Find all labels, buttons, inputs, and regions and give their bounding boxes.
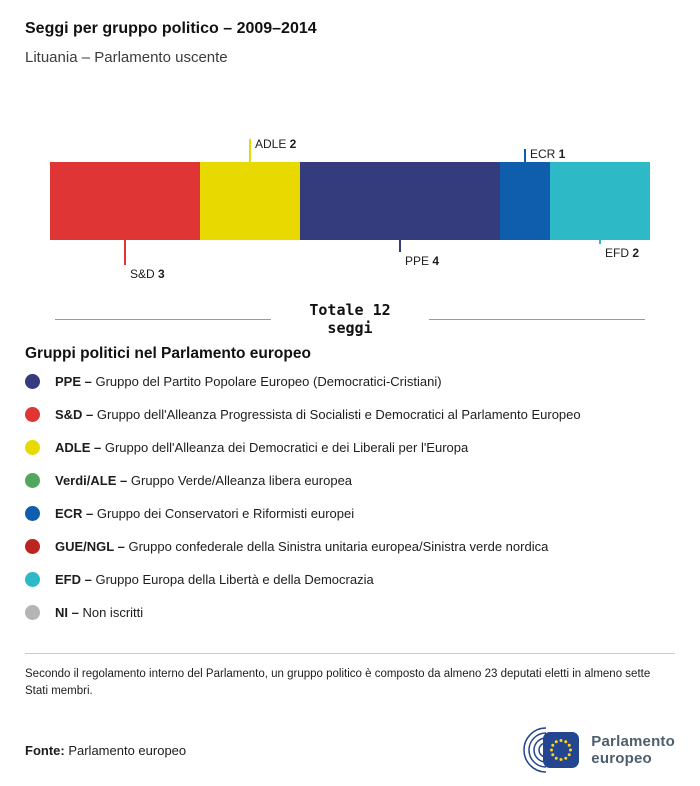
bar-segment-ppe xyxy=(300,162,500,240)
legend-item-s-d xyxy=(25,398,675,431)
legend-item-adle xyxy=(25,431,675,464)
source-label: Fonte: xyxy=(25,742,65,758)
legend-dot-verdi-ale xyxy=(25,473,40,488)
callout-line-ppe xyxy=(399,240,401,252)
callout-label-ppe: PPE 4 xyxy=(405,254,440,268)
callout-line-ecr xyxy=(524,149,526,162)
bar-segment-efd xyxy=(550,162,650,240)
logo-wordmark xyxy=(591,733,675,768)
callout-line-efd xyxy=(599,240,601,244)
bar-segment-ecr xyxy=(500,162,550,240)
seats-chart xyxy=(50,117,650,283)
page-subtitle: Lituania – Parlamento uscente xyxy=(25,49,228,66)
eu-parliament-hemicycle-flag-icon xyxy=(519,727,581,773)
total-separator xyxy=(55,301,645,337)
legend-dot-ecr xyxy=(25,506,40,521)
legend-heading: Gruppi politici nel Parlamento europeo xyxy=(25,345,311,362)
legend-label-gue-ngl: GUE/NGL – Gruppo confederale della Sinistra unitaria europea/Sinistra verde nordica xyxy=(55,539,549,554)
legend-label-ppe: PPE – Gruppo del Partito Popolare Europeo (Democratici-Cristiani) xyxy=(55,374,442,389)
footer-divider xyxy=(25,653,675,654)
bar-segment-adle xyxy=(200,162,300,240)
legend-item-verdi-ale xyxy=(25,464,675,497)
separator-line-left xyxy=(55,319,271,320)
legend-dot-ni xyxy=(25,605,40,620)
callout-line-s-d xyxy=(124,240,126,265)
callout-label-ecr: ECR 1 xyxy=(529,147,566,161)
legend-item-efd xyxy=(25,563,675,596)
stacked-bar xyxy=(50,162,650,240)
callout-label-adle: ADLE 2 xyxy=(254,137,297,151)
legend-dot-ppe xyxy=(25,374,40,389)
legend-item-ni xyxy=(25,596,675,629)
legend-dot-gue-ngl xyxy=(25,539,40,554)
footer xyxy=(25,727,675,773)
legend-item-ecr xyxy=(25,497,675,530)
legend-dot-s-d xyxy=(25,407,40,422)
legend-label-adle: ADLE – Gruppo dell'Alleanza dei Democratici e dei Liberali per l'Europa xyxy=(55,440,469,455)
page-title: Seggi per gruppo politico – 2009–2014 xyxy=(25,20,317,37)
legend-label-verdi-ale: Verdi/ALE – Gruppo Verde/Alleanza libera europea xyxy=(55,473,353,488)
legend-dot-adle xyxy=(25,440,40,455)
legend-item-ppe xyxy=(25,365,675,398)
legend-item-gue-ngl xyxy=(25,530,675,563)
source-text: Parlamento europeo xyxy=(64,742,187,758)
callout-label-efd: EFD 2 xyxy=(605,246,640,260)
logo-wordmark-line1: Parlamento xyxy=(591,733,675,751)
legend-label-ecr: ECR – Gruppo dei Conservatori e Riformisti europei xyxy=(55,506,355,521)
footnote-text: Secondo il regolamento interno del Parlamento, un gruppo politico è composto da almeno 23 deputati eletti in almeno sette Stati membri. xyxy=(25,668,651,697)
separator-line-right xyxy=(429,319,645,320)
european-parliament-logo xyxy=(519,727,675,773)
source-line xyxy=(25,743,186,758)
bar-segment-s-d xyxy=(50,162,200,240)
legend-list xyxy=(25,365,675,629)
legend-label-efd: EFD – Gruppo Europa della Libertà e della Democrazia xyxy=(55,572,374,587)
logo-wordmark-line2: europeo xyxy=(591,750,652,768)
legend-dot-efd xyxy=(25,572,40,587)
header xyxy=(25,0,675,66)
callout-label-s-d: S&D 3 xyxy=(130,267,165,281)
legend-label-s-d: S&D – Gruppo dell'Alleanza Progressista di Socialisti e Democratici al Parlamento Europeo xyxy=(55,407,581,422)
callout-line-adle xyxy=(249,139,251,162)
legend-label-ni: NI – Non iscritti xyxy=(55,605,144,620)
total-label: Totale 12 seggi xyxy=(309,301,391,337)
